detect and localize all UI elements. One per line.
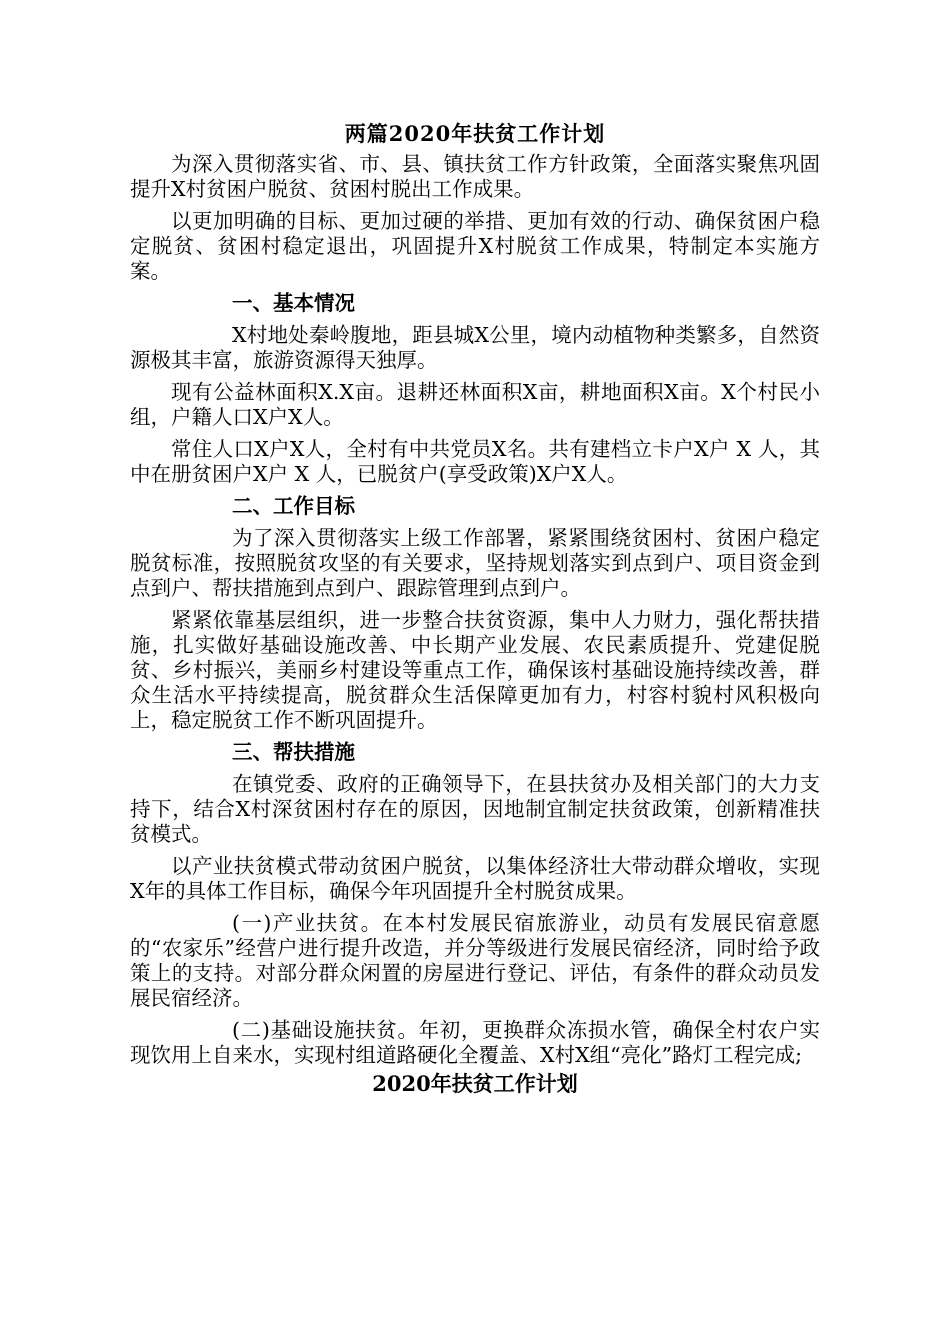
basic-situation-paragraph-2: 现有公益林面积X.X亩。退耕还林面积X亩，耕地面积X亩。X个村民小组，户籍人口X户X人。 xyxy=(130,380,820,429)
work-goals-paragraph-2: 紧紧依靠基层组织，进一步整合扶贫资源，集中人力财力，强化帮扶措施，扎实做好基础设施改善、中长期产业发展、农民素质提升、党建促脱贫、乡村振兴，美丽乡村建设等重点工作，确保该村基础设施持续改善，群众生活水平持续提高，脱贫群众生活保障更加有力，村容村貌村风积极向上，稳定脱贫工作不断巩固提升。 xyxy=(130,608,820,732)
intro-paragraph-1: 为深入贯彻落实省、市、县、镇扶贫工作方针政策，全面落实聚焦巩固提升X村贫困户脱贫、贫困村脱出工作成果。 xyxy=(130,152,820,201)
basic-situation-paragraph-1: X村地处秦岭腹地，距县城X公里，境内动植物种类繁多，自然资源极其丰富，旅游资源得天独厚。 xyxy=(130,323,820,372)
second-plan-title: 2020年扶贫工作计划 xyxy=(372,1071,578,1096)
measures-paragraph-industry: (一)产业扶贫。在本村发展民宿旅游业，动员有发展民宿意愿的“农家乐”经营户进行提升改造，并分等级进行发展民宿经济，同时给予政策上的支持。对部分群众闲置的房屋进行登记、评估，有条件的群众动员发展民宿经济。 xyxy=(130,911,820,1010)
document-page xyxy=(130,118,820,1098)
section-heading-basic-situation: 一、基本情况 xyxy=(232,291,355,315)
section-heading-assistance-measures: 三、帮扶措施 xyxy=(232,740,355,764)
document-title: 两篇2020年扶贫工作计划 xyxy=(344,121,606,146)
basic-situation-paragraph-3: 常住人口X户X人，全村有中共党员X名。共有建档立卡户X户 X 人，其中在册贫困户X户 X 人，已脱贫户(享受政策)X户X人。 xyxy=(130,437,820,486)
intro-paragraph-2: 以更加明确的目标、更加过硬的举措、更加有效的行动、确保贫困户稳定脱贫、贫困村稳定退出，巩固提升X村脱贫工作成果，特制定本实施方案。 xyxy=(130,209,820,283)
section-heading-work-goals: 二、工作目标 xyxy=(232,494,355,518)
measures-paragraph-infrastructure: (二)基础设施扶贫。年初，更换群众冻损水管，确保全村农户实现饮用上自来水，实现村组道路硬化全覆盖、X村X组“亮化”路灯工程完成; xyxy=(130,1018,820,1067)
measures-paragraph-1: 在镇党委、政府的正确领导下，在县扶贫办及相关部门的大力支持下，结合X村深贫困村存在的原因，因地制宜制定扶贫政策，创新精准扶贫模式。 xyxy=(130,772,820,846)
work-goals-paragraph-1: 为了深入贯彻落实上级工作部署，紧紧围绕贫困村、贫困户稳定脱贫标准，按照脱贫攻坚的有关要求，坚持规划落实到点到户、项目资金到点到户、帮扶措施到点到户、跟踪管理到点到户。 xyxy=(130,526,820,600)
measures-paragraph-2: 以产业扶贫模式带动贫困户脱贫，以集体经济壮大带动群众增收，实现X年的具体工作目标，确保今年巩固提升全村脱贫成果。 xyxy=(130,854,820,903)
